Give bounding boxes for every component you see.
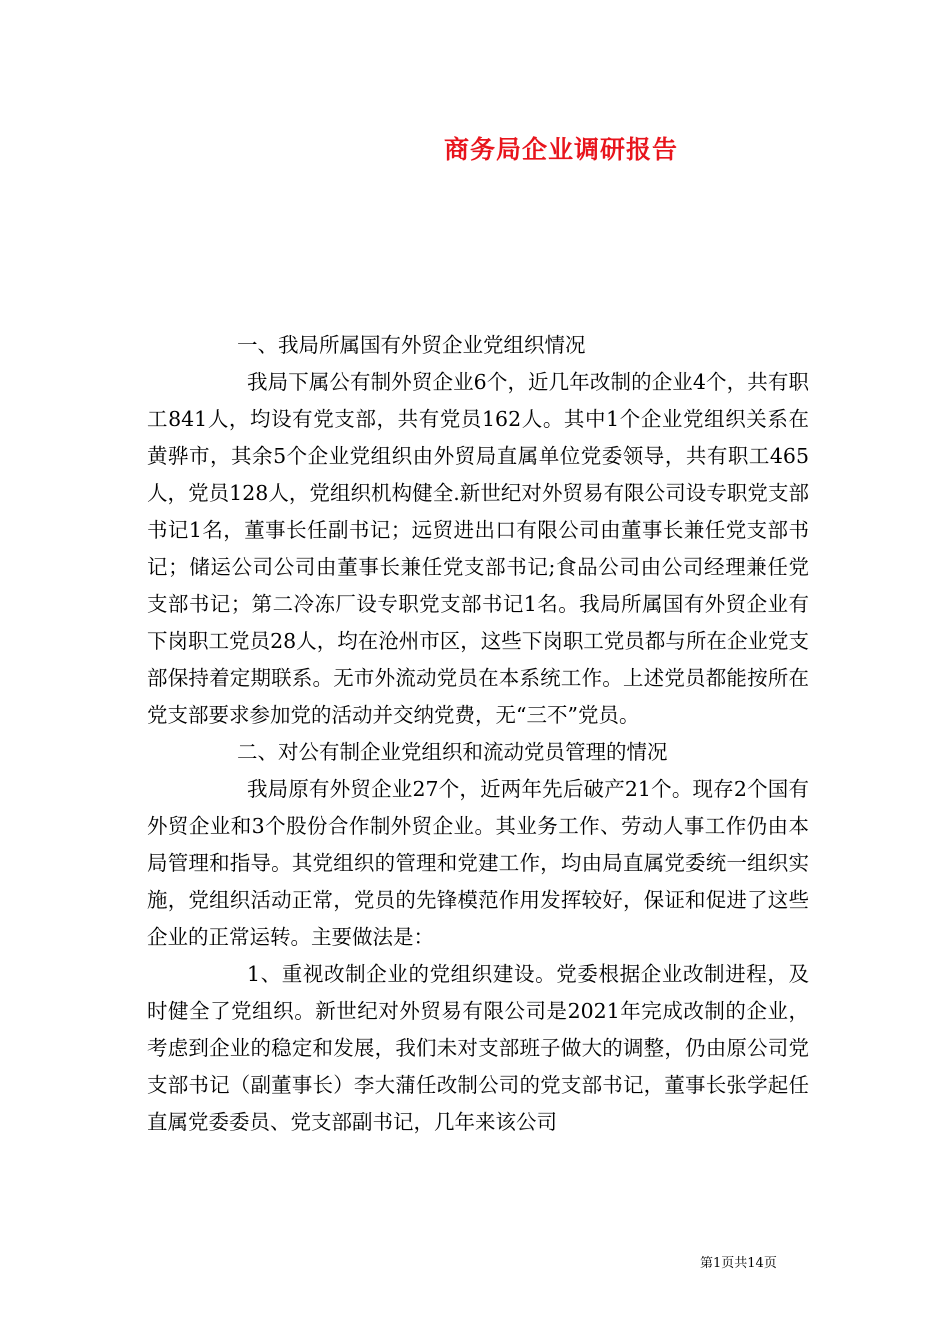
- body-paragraph: 我局原有外贸企业27个，近两年先后破产21个。现存2个国有外贸企业和3个股份合作制外贸企业。其业务工作、劳动人事工作仍由本局管理和指导。其党组织的管理和党建工作，均由局直属党委统一组织实施，党组织活动正常，党员的先锋模范作用发挥较好，保证和促进了这些企业的正常运转。主要做法是：: [147, 777, 809, 949]
- section-heading: 一、我局所属国有外贸企业党组织情况: [237, 333, 586, 357]
- body-paragraph: 我局下属公有制外贸企业6个，近几年改制的企业4个，共有职工841人，均设有党支部，共有党员162人。其中1个企业党组织关系在黄骅市，其余5个企业党组织由外贸局直属单位党委领导，共有职工465人，党员128人，党组织机构健全.新世纪对外贸易有限公司设专职党支部书记1名，董事长任副书记；远贸进出口有限公司由董事长兼任党支部书记；储运公司公司由董事长兼任党支部书记;食品公司由公司经理兼任党支部书记；第二冷冻厂设专职党支部书记1名。我局所属国有外贸企业有下岗职工党员28人，均在沧州市区，这些下岗职工党员都与所在企业党支部保持着定期联系。无市外流动党员在本系统工作。上述党员都能按所在党支部要求参加党的活动并交纳党费，无“三不”党员。: [147, 370, 809, 727]
- page-number-footer: 第1页共14页: [700, 1256, 777, 1271]
- page-title: 商务局企业调研报告: [443, 135, 678, 164]
- document-body: [147, 327, 809, 1141]
- body-paragraph: 1、重视改制企业的党组织建设。党委根据企业改制进程，及时健全了党组织。新世纪对外贸易有限公司是2021年完成改制的企业，考虑到企业的稳定和发展，我们未对支部班子做大的调整，仍由原公司党支部书记（副董事长）李大蒲任改制公司的党支部书记，董事长张学起任直属党委委员、党支部副书记，几年来该公司: [147, 962, 809, 1134]
- section-heading: 二、对公有制企业党组织和流动党员管理的情况: [237, 740, 668, 764]
